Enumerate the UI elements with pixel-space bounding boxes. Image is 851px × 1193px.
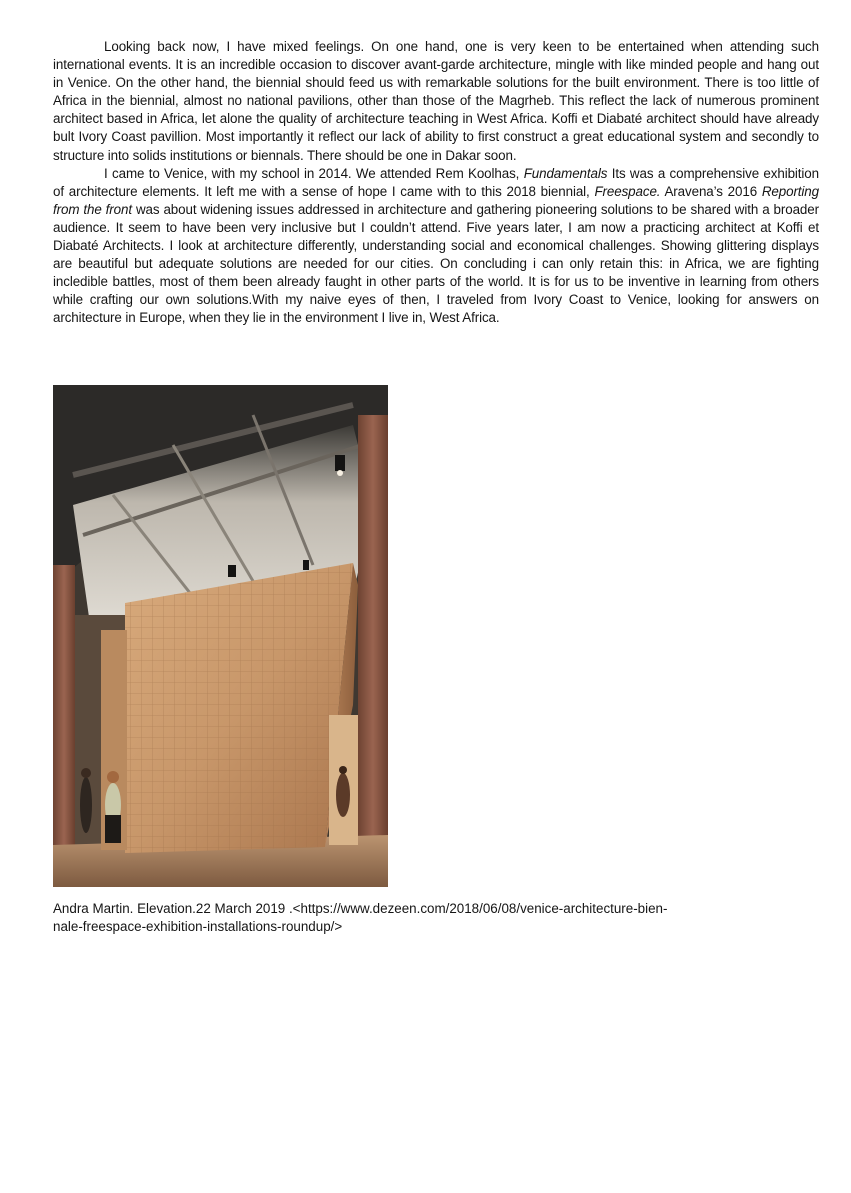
italic-title: Reporting from the front [53,183,819,217]
text-run: Its was a comprehensive exhibition of architecture elements. It left me with a sense of hope I came with to this 2018 biennial, [53,165,819,199]
italic-title: Fundamentals [523,165,608,181]
photo-caption [53,900,813,936]
caption-line: Andra Martin. Elevation.22 March 2019 .<https://www.dezeen.com/2018/06/08/venice-architecture-bien- [53,901,668,916]
paragraph [53,165,819,328]
text-run: Looking back now, I have mixed feelings. On one hand, one is very keen to be entertained when attending such international events. It is an incredible occasion to discover avant-garde architecture, mingle with like minded people and hang out in Venice. On the other hand, the biennial should feed us with remarkable solutions for the built environment. There is too little of Africa in the biennial, almost no national pavilions, other than those of the Magrheb. This reflect the lack of numerous prominent architect based in Africa, let alone the quality of architecture teaching in West Africa. Koffi et Diabaté architect should have already bult Ivory Coast pavillion. Most importantly it reflect our lack of ability to first construct a great educational system and secondly to structure into solids institutions or biennals. There should be one in Dakar soon. [53,39,819,163]
text-run: was about widening issues addressed in architecture and gathering pioneering solutions to be shared with a broader audience. It seem to have been very inclusive but I couldn’t attend. Five years later, I am now a practicing architect at Koffi et Diabaté Architects. I look at architecture differently, understanding social and economical challenges. Showing glittering displays are beautiful but adequate solutions are needed for our cities. On concluding i can only retain this: in Africa, we are fighting incledible battles, most of them been already faught in other parts of the world. It is for us to be inventive in learning from others while crafting our own solutions.With my naive eyes of then, I traveled from Ivory Coast to Venice, looking for answers on architecture in Europe, when they lie in the environment I live in, West Africa. [53,201,819,326]
text-run: I came to Venice, with my school in 2014. We attended Rem Koolhas, [104,165,524,181]
exhibition-photo [53,385,388,887]
body-text [53,38,819,328]
text-run: Aravena’s 2016 [660,183,762,199]
paragraph [53,38,819,165]
italic-title: Freespace. [594,183,661,199]
caption-line: nale-freespace-exhibition-installations-roundup/> [53,919,343,934]
